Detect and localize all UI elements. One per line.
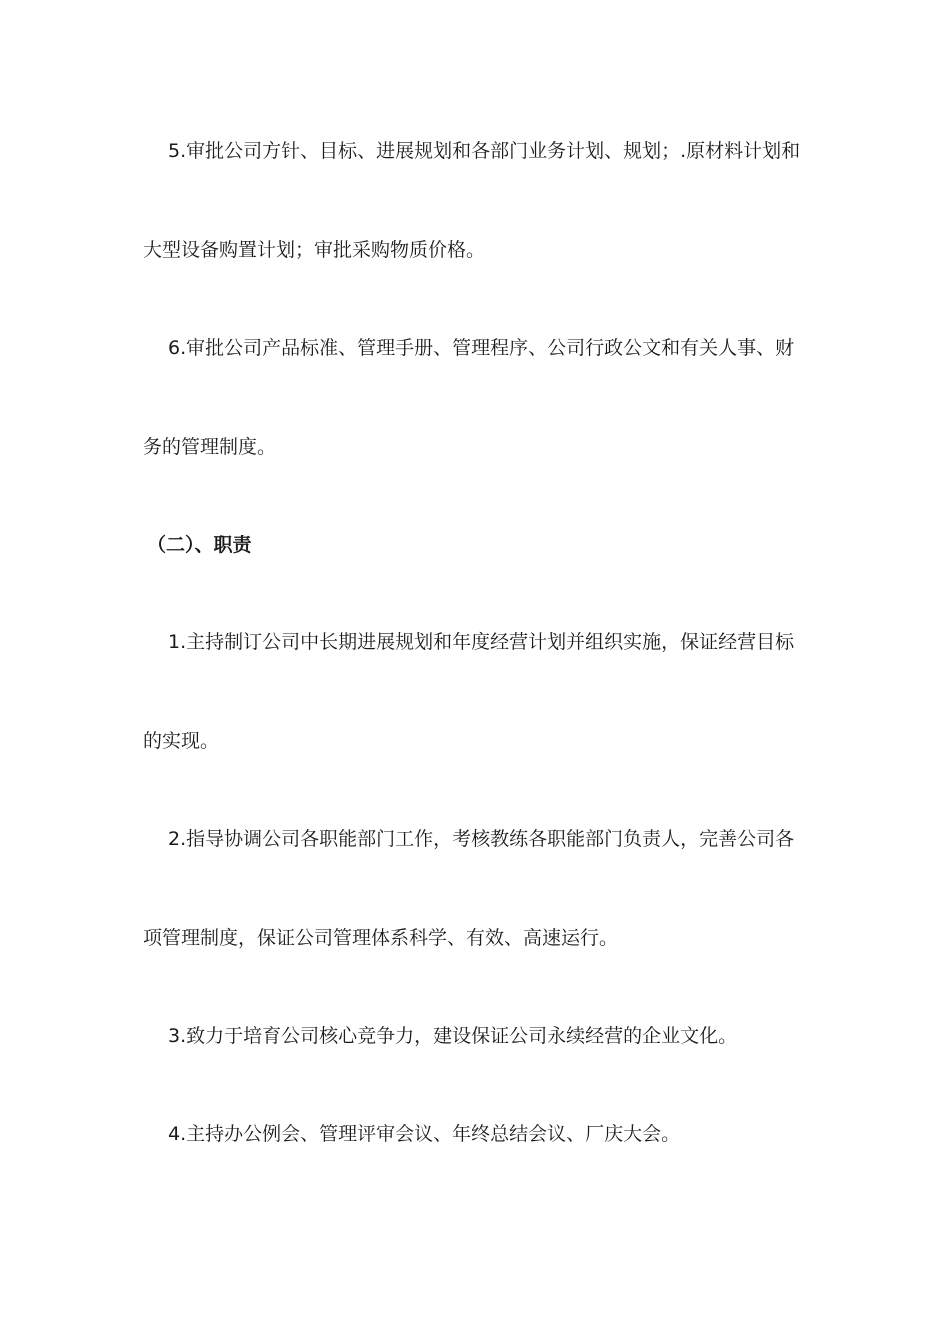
duty-2-line-1: 2.指导协调公司各职能部门工作，考核教练各职能部门负责人，完善公司各 (168, 828, 795, 850)
duty-2-line-2: 项管理制度，保证公司管理体系科学、有效、高速运行。 (143, 927, 619, 949)
section-heading-duties: （二）、职责 (147, 534, 252, 556)
duty-1-line-2: 的实现。 (143, 730, 220, 752)
paragraph-5-line-1: 5.审批公司方针、目标、进展规划和各部门业务计划、规划；.原材料计划和 (168, 140, 801, 162)
duty-1-line-1: 1.主持制订公司中长期进展规划和年度经营计划并组织实施，保证经营目标 (168, 631, 795, 653)
paragraph-6-line-1: 6.审批公司产品标准、管理手册、管理程序、公司行政公文和有关人事、财 (168, 337, 795, 359)
duty-3-line-1: 3.致力于培育公司核心竞争力，建设保证公司永续经营的企业文化。 (168, 1025, 738, 1047)
duty-4-line-1: 4.主持办公例会、管理评审会议、年终总结会议、厂庆大会。 (168, 1123, 681, 1145)
paragraph-6-line-2: 务的管理制度。 (143, 436, 277, 458)
paragraph-5-line-2: 大型设备购置计划；审批采购物质价格。 (143, 239, 486, 261)
